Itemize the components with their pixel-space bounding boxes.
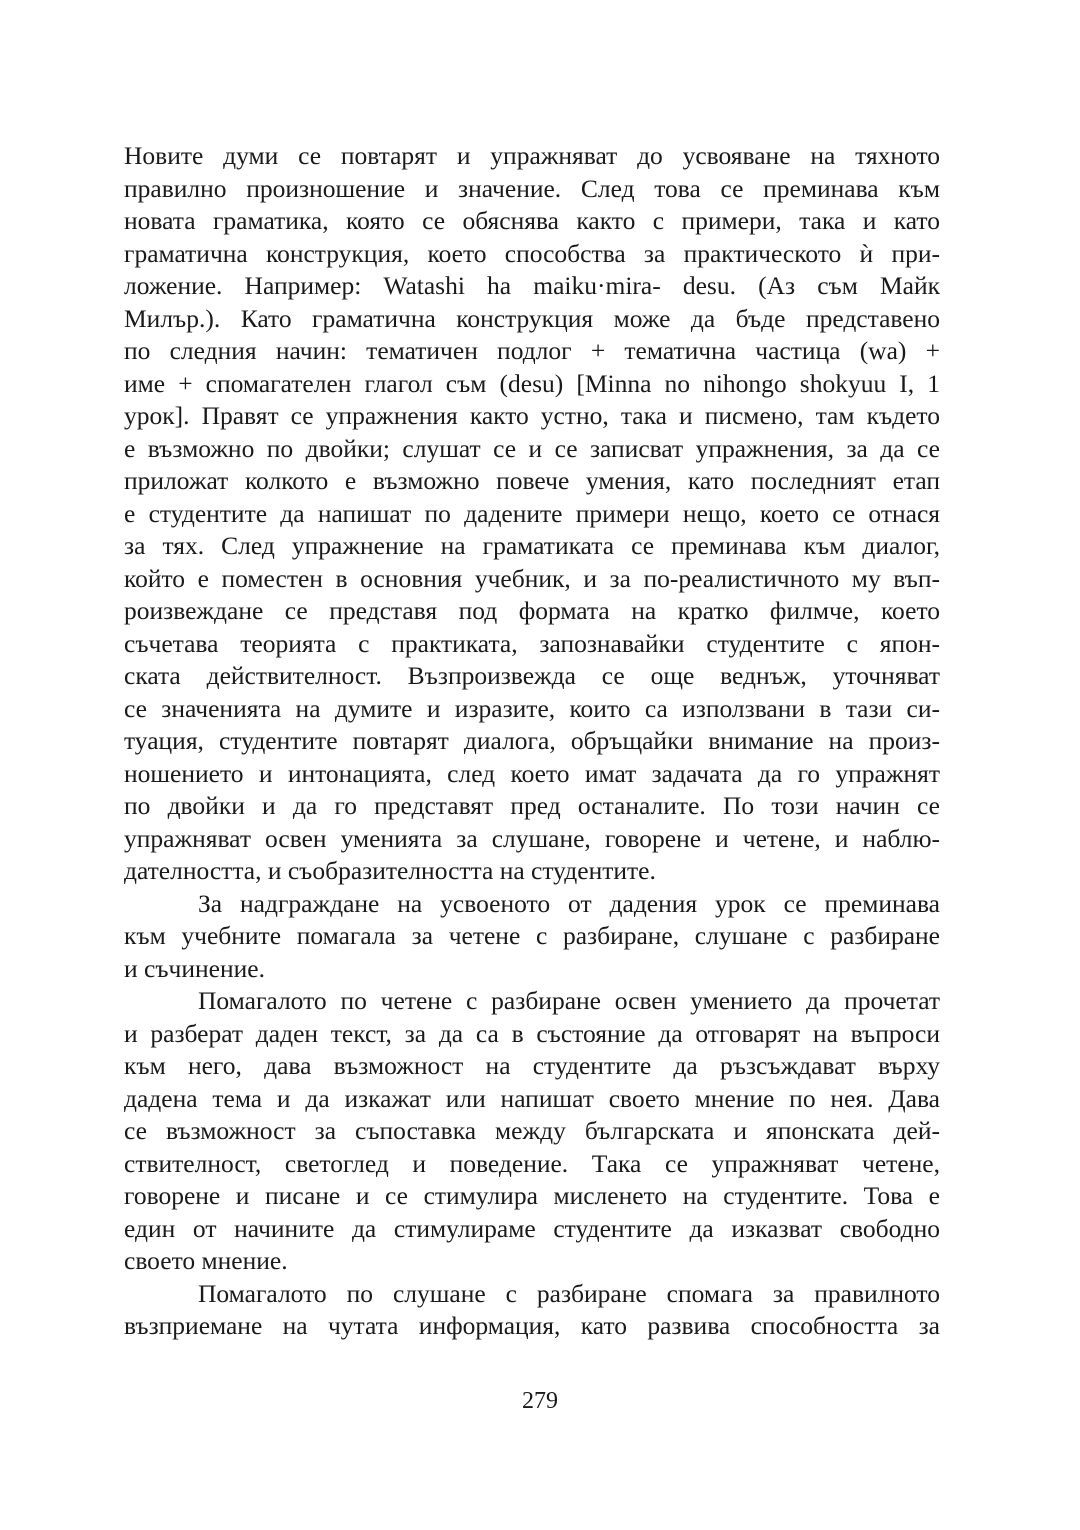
text-line: и съчинение. — [124, 953, 265, 983]
text-line: ношението и интонацията, след което имат задачата да го упражнят — [124, 758, 940, 788]
text-line: дателността, и съобразителността на студентите. — [124, 856, 656, 885]
text-line: правилно произношение и значение. След това се преминава към — [124, 173, 940, 203]
text-line: туация, студентите повтарят диалога, обръщайки внимание на произ- — [124, 726, 940, 755]
text-line: име + спомагателен глагол съм (desu) [Minna no nihongo shokyuu I, 1 — [124, 368, 940, 398]
text-line: и разберат даден текст, за да са в състояние да отговарят на въпроси — [124, 1018, 940, 1048]
text-line: Помагалото по четене с разбиране освен умението да прочетат — [198, 986, 940, 1015]
text-line: ствителност, светоглед и поведение. Така се упражняват четене, — [124, 1148, 940, 1178]
text-line: Помагалото по слушане с разбиране спомага за правилното — [198, 1278, 940, 1308]
text-line: роизвеждане се представя под формата на кратко филмче, което — [124, 596, 940, 625]
text-line: упражняват освен уменията за слушане, говорене и четене, и наблю- — [124, 823, 940, 853]
text-line: по следния начин: тематичен подлог + тематична частица (wa) + — [124, 336, 940, 365]
text-line: урок]. Правят се упражнения както устно, така и писмено, там където — [124, 401, 940, 430]
text-line: към него, дава възможност на студентите да ръзсъждават върху — [124, 1051, 940, 1080]
text-line: дадена тема и да изкажат или напишат своето мнение по нея. Дава — [124, 1083, 940, 1113]
paragraph — [124, 1278, 940, 1343]
paragraph — [124, 888, 940, 986]
text-line: своето мнение. — [124, 1246, 288, 1275]
text-line: се възможност за съпоставка между българската и японската дей- — [124, 1116, 940, 1145]
text-line: ската действителност. Възпроизвежда се още веднъж, уточняват — [124, 661, 940, 690]
text-line: Милър.). Като граматична конструкция може да бъде представено — [124, 303, 940, 333]
page-number: 279 — [522, 1388, 558, 1414]
body-text — [124, 140, 940, 1343]
text-line: възприемане на чутата информация, като развива способността за — [124, 1311, 940, 1340]
paragraph — [124, 140, 940, 888]
text-line: съчетава теорията с практиката, запознавайки студентите с япон- — [124, 628, 940, 658]
text-line: За надграждане на усвоеното от дадения урок се преминава — [198, 888, 940, 918]
text-line: говорене и писане и се стимулира мисленето на студентите. Това е — [124, 1181, 940, 1210]
text-line: е студентите да напишат по дадените примери нещо, което се отнася — [124, 498, 940, 528]
text-line: за тях. След упражнение на граматиката се преминава към диалог, — [124, 531, 940, 560]
paragraph — [124, 985, 940, 1278]
text-line: е възможно по двойки; слушат се и се записват упражнения, за да се — [124, 433, 940, 463]
text-line: Новите думи се повтарят и упражняват до усвояване на тяхното — [124, 141, 940, 170]
text-line: новата граматика, която се обяснява както с примери, така и като — [124, 206, 940, 235]
text-line: ложение. Например: Watashi ha maiku·mira- desu. (Аз съм Майк — [124, 271, 940, 300]
text-line: се значенията на думите и изразите, които са използвани в тази си- — [124, 693, 940, 723]
text-line: граматична конструкция, което способства за практическото ѝ при- — [124, 238, 940, 268]
text-line: към учебните помагала за четене с разбиране, слушане с разбиране — [124, 921, 940, 950]
text-line: един от начините да стимулираме студентите да изказват свободно — [124, 1213, 940, 1243]
text-line: който е поместен в основния учебник, и за по-реалистичното му въп- — [124, 563, 940, 593]
text-line: по двойки и да го представят пред останалите. По този начин се — [124, 791, 940, 820]
text-line: приложат колкото е възможно повече умения, като последният етап — [124, 466, 940, 495]
